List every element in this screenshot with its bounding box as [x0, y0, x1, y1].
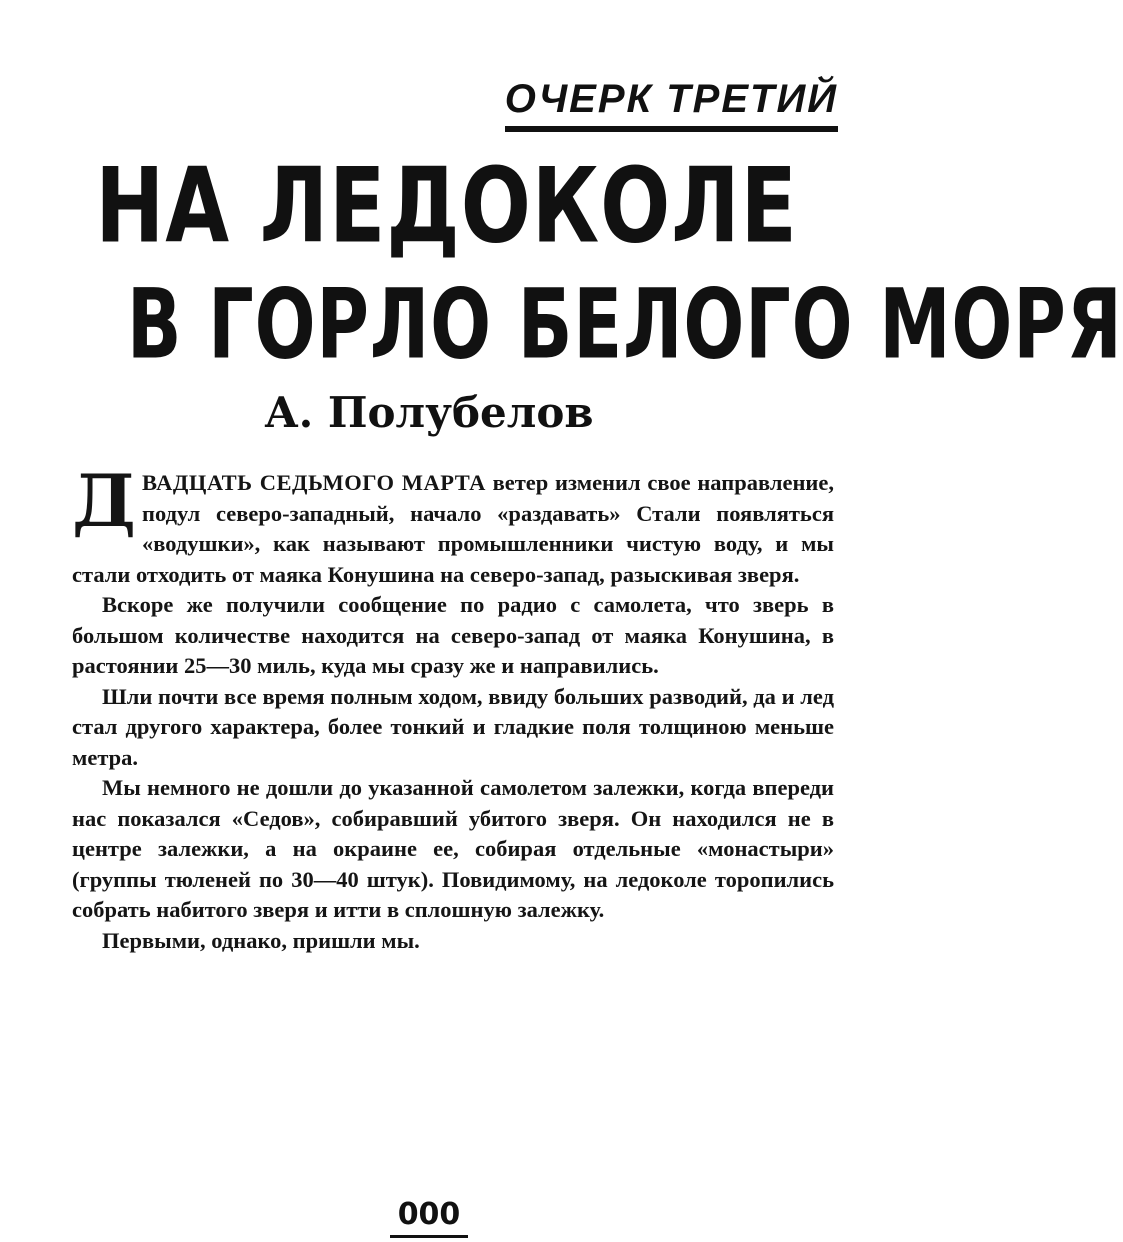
page-number-text: 000	[390, 1196, 469, 1238]
article-paragraph-2: Вскоре же получили сообщение по радио с самолета, что зверь в большом количестве находится на северо-запад от маяка Конушина, в растоянии 25—30 миль, куда мы сразу же и направились.	[72, 592, 834, 678]
article-paragraph-5: Первыми, однако, пришли мы.	[102, 927, 420, 953]
article-paragraph-3: Шли почти все время полным ходом, ввиду больших разводий, да и лед стал другого характера, более тонкий и гладкие поля толщиною меньше метра.	[72, 683, 834, 770]
article-body	[72, 458, 834, 956]
headline-line-2: В ГОРЛО БЕЛОГО МОРЯ	[126, 268, 1123, 381]
article-paragraph-4: Мы немного не дошли до указанной самолетом залежки, когда впереди нас показался «Седов», собиравший убитого зверя. Он находился не в центре залежки, а на окраине ее, собирая отдельные «монастыри» (группы тюленей по 30—40 штук). Повидимому, на ледоколе торопились собрать набитого зверя и итти в сплошную залежку.	[72, 775, 834, 922]
article-paragraph-1	[72, 458, 834, 590]
page-number	[0, 1196, 858, 1238]
author-byline: А. Полубелов	[264, 388, 594, 437]
lead-in-caps: ВАДЦАТЬ СЕДЬМОГО МАРТА	[142, 470, 486, 495]
drop-cap: Д	[72, 458, 137, 543]
paragraph-text: ветер изменил свое направление, подул северо-западный, начало «раздавать» Стали появляться «водушки», как называют промышленники чистую воду, и мы стали отходить от маяка Конушина на северо-запад, разыскивая зверя.	[72, 470, 834, 587]
section-rubric: ОЧЕРК ТРЕТИЙ	[505, 74, 838, 132]
headline-line-1: НА ЛЕДОКОЛЕ	[95, 145, 798, 267]
